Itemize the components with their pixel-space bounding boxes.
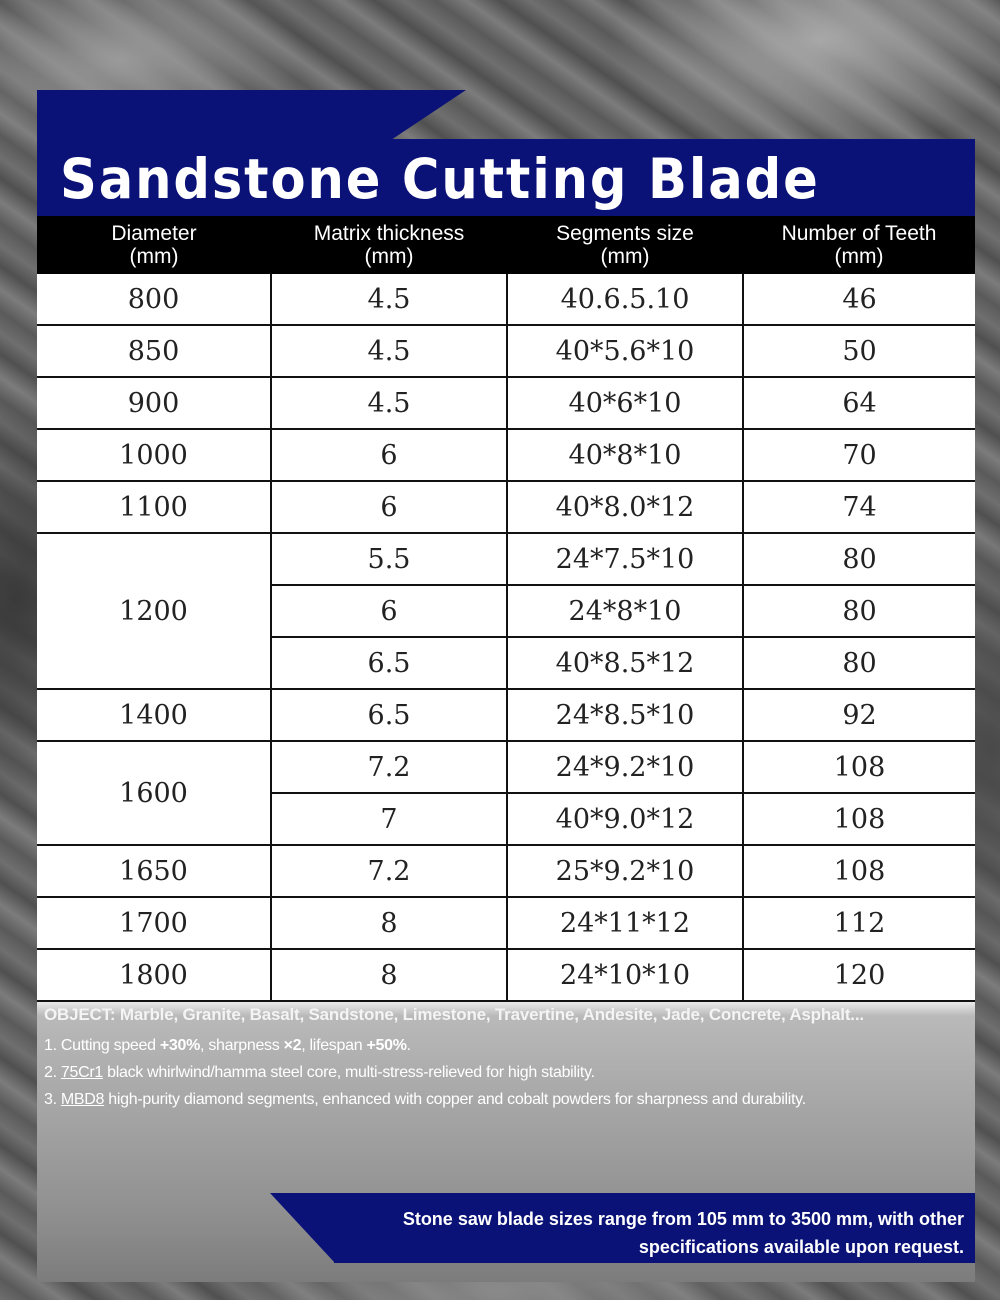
cell-matrix: 6.5 xyxy=(271,637,507,689)
table-row xyxy=(37,689,975,741)
cell-segments: 24*10*10 xyxy=(507,949,743,1001)
cell-teeth: 50 xyxy=(743,325,975,377)
table-row xyxy=(37,845,975,897)
table-header xyxy=(37,216,975,274)
cell-teeth: 46 xyxy=(743,274,975,325)
cell-diameter: 1100 xyxy=(37,481,271,533)
table-row xyxy=(37,325,975,377)
cell-matrix: 8 xyxy=(271,949,507,1001)
cell-diameter: 1000 xyxy=(37,429,271,481)
cell-teeth: 74 xyxy=(743,481,975,533)
note-1 xyxy=(44,1037,974,1055)
cell-segments: 24*11*12 xyxy=(507,897,743,949)
cell-matrix: 6 xyxy=(271,481,507,533)
cell-segments: 24*7.5*10 xyxy=(507,533,743,585)
cell-teeth: 112 xyxy=(743,897,975,949)
note-1-text: 1. Cutting speed xyxy=(44,1037,160,1054)
cell-matrix: 7 xyxy=(271,793,507,845)
cell-matrix: 7.2 xyxy=(271,741,507,793)
note-2 xyxy=(44,1064,974,1082)
cell-matrix: 8 xyxy=(271,897,507,949)
cell-segments: 24*8.5*10 xyxy=(507,689,743,741)
cell-teeth: 108 xyxy=(743,845,975,897)
header-teeth-label: Number of Teeth xyxy=(781,222,937,245)
cell-segments: 25*9.2*10 xyxy=(507,845,743,897)
note-2-number: 2. xyxy=(44,1064,61,1081)
note-3-number: 3. xyxy=(44,1091,61,1108)
banner-text xyxy=(403,1205,964,1261)
header-segments-unit: (mm) xyxy=(600,245,650,268)
table-row xyxy=(37,429,975,481)
banner-slope xyxy=(270,1193,335,1263)
cell-matrix: 4.5 xyxy=(271,274,507,325)
cell-matrix: 6 xyxy=(271,429,507,481)
cell-diameter: 1200 xyxy=(37,533,271,689)
table-row xyxy=(37,481,975,533)
cell-segments: 40*5.6*10 xyxy=(507,325,743,377)
note-1-speed: +30% xyxy=(159,1037,201,1054)
cell-matrix: 7.2 xyxy=(271,845,507,897)
note-1-sharpness: ×2 xyxy=(283,1037,302,1054)
table-row xyxy=(37,949,975,1001)
cell-diameter: 1400 xyxy=(37,689,271,741)
cell-segments: 24*9.2*10 xyxy=(507,741,743,793)
cell-segments: 40*8*10 xyxy=(507,429,743,481)
note-1-period: . xyxy=(406,1037,411,1054)
cell-matrix: 5.5 xyxy=(271,533,507,585)
table-row xyxy=(37,897,975,949)
cell-diameter: 900 xyxy=(37,377,271,429)
header-diameter xyxy=(37,216,271,274)
header-diameter-unit: (mm) xyxy=(129,245,179,268)
header-segments xyxy=(507,216,743,274)
banner-line-2: specifications available upon request. xyxy=(638,1237,964,1257)
cell-diameter: 1600 xyxy=(37,741,271,845)
table-row xyxy=(37,274,975,325)
cell-teeth: 64 xyxy=(743,377,975,429)
note-1-text-2: , sharpness xyxy=(200,1037,284,1054)
cell-segments: 40*9.0*12 xyxy=(507,793,743,845)
header-diameter-label: Diameter xyxy=(111,222,197,245)
note-1-lifespan: +50% xyxy=(366,1037,407,1054)
cell-matrix: 6.5 xyxy=(271,689,507,741)
cell-teeth: 80 xyxy=(743,533,975,585)
cell-teeth: 80 xyxy=(743,637,975,689)
header-teeth xyxy=(743,216,975,274)
cell-diameter: 800 xyxy=(37,274,271,325)
cell-teeth: 120 xyxy=(743,949,975,1001)
header-matrix-unit: (mm) xyxy=(364,245,414,268)
cell-matrix: 4.5 xyxy=(271,325,507,377)
cell-segments: 40.6.5.10 xyxy=(507,274,743,325)
cell-segments: 24*8*10 xyxy=(507,585,743,637)
table-row xyxy=(37,533,975,585)
note-2-text: black whirlwind/hamma steel core, multi-stress-relieved for high stability. xyxy=(102,1064,595,1081)
cell-matrix: 6 xyxy=(271,585,507,637)
cell-diameter: 1700 xyxy=(37,897,271,949)
cell-diameter: 1800 xyxy=(37,949,271,1001)
note-3-text: high-purity diamond segments, enhanced with copper and cobalt powders for sharpness and durability. xyxy=(104,1091,806,1108)
note-3 xyxy=(44,1091,974,1109)
cell-segments: 40*8.0*12 xyxy=(507,481,743,533)
cell-diameter: 850 xyxy=(37,325,271,377)
spec-table xyxy=(37,274,975,1002)
cell-segments: 40*8.5*12 xyxy=(507,637,743,689)
cell-teeth: 70 xyxy=(743,429,975,481)
header-teeth-unit: (mm) xyxy=(834,245,884,268)
note-2-steel-code: 75Cr1 xyxy=(60,1064,103,1081)
cell-segments: 40*6*10 xyxy=(507,377,743,429)
cell-teeth: 108 xyxy=(743,741,975,793)
table-row xyxy=(37,377,975,429)
page-title: Sandstone Cutting Blade xyxy=(60,147,820,211)
cell-diameter: 1650 xyxy=(37,845,271,897)
cell-teeth: 108 xyxy=(743,793,975,845)
banner-line-1: Stone saw blade sizes range from 105 mm to 3500 mm, with other xyxy=(402,1209,964,1229)
header-matrix xyxy=(271,216,507,274)
notes-section xyxy=(44,1005,974,1118)
cell-matrix: 4.5 xyxy=(271,377,507,429)
header-matrix-label: Matrix thickness xyxy=(313,222,465,245)
object-line: OBJECT: Marble, Granite, Basalt, Sandstone, Limestone, Travertine, Andesite, Jade, Concrete, Asphalt... xyxy=(44,1005,864,1024)
cell-teeth: 80 xyxy=(743,585,975,637)
cell-teeth: 92 xyxy=(743,689,975,741)
header-segments-label: Segments size xyxy=(556,222,694,245)
table-row xyxy=(37,741,975,793)
note-3-diamond-code: MBD8 xyxy=(60,1091,105,1108)
note-1-text-3: , lifespan xyxy=(301,1037,367,1054)
